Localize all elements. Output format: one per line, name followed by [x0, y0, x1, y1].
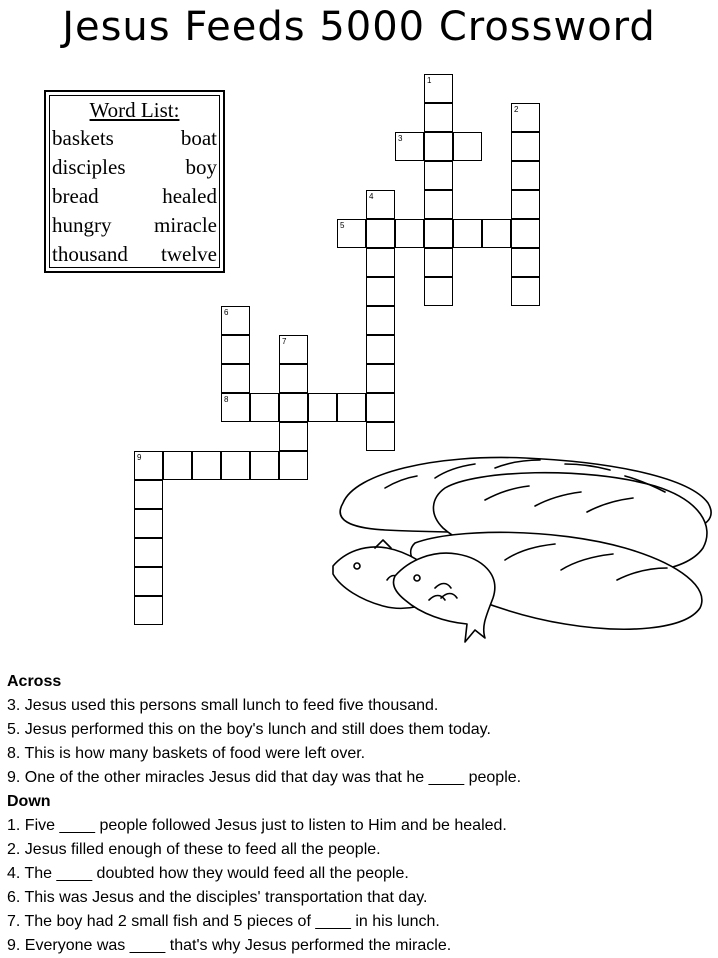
crossword-cell[interactable] [250, 393, 279, 422]
word-list-item: miracle [154, 213, 217, 237]
crossword-cell[interactable] [134, 567, 163, 596]
clue-number: 4 [369, 192, 374, 201]
bread-and-fish-illustration [325, 448, 718, 648]
crossword-cell[interactable] [511, 219, 540, 248]
crossword-cell[interactable] [366, 248, 395, 277]
word-list-item: baskets [52, 126, 114, 150]
crossword-cell[interactable] [337, 393, 366, 422]
crossword-cell[interactable] [453, 219, 482, 248]
crossword-cell[interactable] [424, 74, 453, 103]
clue-across: 8. This is how many baskets of food were left over. [7, 745, 366, 762]
crossword-cell[interactable] [395, 132, 424, 161]
crossword-cell[interactable] [134, 509, 163, 538]
crossword-cell[interactable] [424, 103, 453, 132]
page-title: Jesus Feeds 5000 Crossword [62, 4, 656, 50]
crossword-cell[interactable] [424, 219, 453, 248]
crossword-cell[interactable] [366, 422, 395, 451]
word-list-item: hungry [52, 213, 112, 237]
word-list-item: healed [162, 184, 217, 208]
crossword-cell[interactable] [221, 393, 250, 422]
crossword-cell[interactable] [221, 451, 250, 480]
crossword-cell[interactable] [366, 277, 395, 306]
crossword-cell[interactable] [424, 190, 453, 219]
crossword-cell[interactable] [511, 103, 540, 132]
clue-down: 4. The ____ doubted how they would feed all the people. [7, 865, 409, 882]
clue-across: 5. Jesus performed this on the boy's lunch and still does them today. [7, 721, 491, 738]
clue-number: 3 [398, 134, 403, 143]
word-list-item: disciples [52, 155, 126, 179]
clue-number: 9 [137, 453, 142, 462]
crossword-cell[interactable] [279, 422, 308, 451]
crossword-cell[interactable] [250, 451, 279, 480]
clue-number: 1 [427, 76, 432, 85]
clue-down: 1. Five ____ people followed Jesus just to listen to Him and be healed. [7, 817, 507, 834]
word-list-item: boat [180, 126, 217, 150]
crossword-cell[interactable] [424, 248, 453, 277]
crossword-cell[interactable] [366, 393, 395, 422]
crossword-cell[interactable] [511, 277, 540, 306]
crossword-cell[interactable] [424, 161, 453, 190]
clue-across: 9. One of the other miracles Jesus did that day was that he ____ people. [7, 769, 522, 786]
crossword-cell[interactable] [366, 364, 395, 393]
crossword-cell[interactable] [366, 335, 395, 364]
crossword-cell[interactable] [134, 480, 163, 509]
clue-down: 9. Everyone was ____ that's why Jesus performed the miracle. [7, 937, 452, 954]
crossword-cell[interactable] [366, 219, 395, 248]
crossword-cell[interactable] [511, 161, 540, 190]
crossword-cell[interactable] [366, 306, 395, 335]
word-list-item: bread [52, 184, 99, 208]
crossword-cell[interactable] [134, 538, 163, 567]
word-list-item: twelve [161, 242, 217, 266]
crossword-cell[interactable] [279, 393, 308, 422]
clue-number: 6 [224, 308, 229, 317]
crossword-cell[interactable] [221, 335, 250, 364]
clue-number: 7 [282, 337, 287, 346]
crossword-cell[interactable] [279, 335, 308, 364]
clue-number: 8 [224, 395, 229, 404]
crossword-cell[interactable] [424, 277, 453, 306]
word-list-heading: Word List: [89, 98, 180, 122]
crossword-cell[interactable] [221, 364, 250, 393]
across-heading: Across [7, 673, 62, 690]
crossword-cell[interactable] [279, 451, 308, 480]
clue-down: 7. The boy had 2 small fish and 5 pieces of ____ in his lunch. [7, 913, 440, 930]
crossword-cell[interactable] [134, 596, 163, 625]
clues-section [7, 670, 707, 958]
clue-number: 5 [340, 221, 345, 230]
crossword-cell[interactable] [511, 132, 540, 161]
crossword-cell[interactable] [163, 451, 192, 480]
crossword-cell[interactable] [453, 132, 482, 161]
word-list-item: boy [185, 155, 217, 179]
crossword-cell[interactable] [482, 219, 511, 248]
down-heading: Down [7, 793, 51, 810]
word-list-item: thousand [52, 242, 128, 266]
crossword-cell[interactable] [192, 451, 221, 480]
clue-across: 3. Jesus used this persons small lunch to feed five thousand. [7, 697, 439, 714]
crossword-cell[interactable] [511, 248, 540, 277]
clue-down: 2. Jesus filled enough of these to feed all the people. [7, 841, 381, 858]
crossword-cell[interactable] [337, 219, 366, 248]
crossword-cell[interactable] [395, 219, 424, 248]
crossword-cell[interactable] [366, 190, 395, 219]
crossword-cell[interactable] [279, 364, 308, 393]
crossword-cell[interactable] [308, 393, 337, 422]
crossword-cell[interactable] [134, 451, 163, 480]
clue-number: 2 [514, 105, 519, 114]
crossword-cell[interactable] [424, 132, 453, 161]
crossword-cell[interactable] [511, 190, 540, 219]
clue-down: 6. This was Jesus and the disciples' transportation that day. [7, 889, 428, 906]
crossword-cell[interactable] [221, 306, 250, 335]
